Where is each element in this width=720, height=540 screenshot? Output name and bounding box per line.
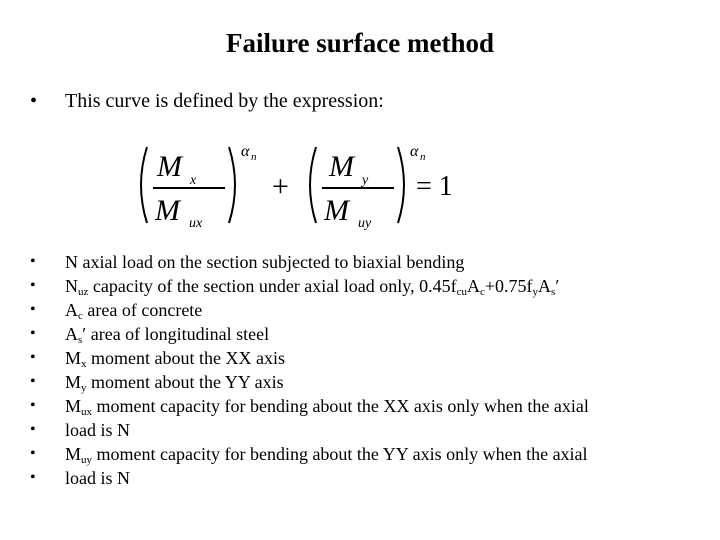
bullet: • (30, 325, 36, 342)
definition-text: $M_x$ moment about the XX axis (65, 348, 285, 370)
bullet: • (30, 421, 36, 438)
list-item (30, 250, 589, 274)
numerator-my-sub: y (362, 173, 369, 188)
bullet: • (30, 277, 36, 294)
denominator-muy-sub: uy (358, 216, 372, 231)
left-paren (141, 147, 147, 223)
exponent-alpha-sub: n (420, 151, 426, 163)
numerator-my: M (329, 150, 354, 183)
slide-title: Failure surface method (226, 28, 494, 58)
failure-surface-equation (133, 138, 473, 233)
bullet: • (30, 90, 38, 112)
bullet: • (30, 349, 36, 366)
list-item (30, 298, 589, 322)
bullet: • (30, 301, 36, 318)
denominator-mux-sub: ux (189, 216, 203, 231)
denominator-mux: M (155, 194, 180, 227)
intro-line (30, 90, 384, 113)
definition-text: load is N (65, 420, 130, 440)
definition-text: $M_{ux}$ moment capacity for bending about the XX axis only when the axial (65, 396, 589, 418)
numerator-mx: M (157, 150, 182, 183)
list-item (30, 394, 589, 418)
list-item (30, 442, 589, 466)
list-item (30, 370, 589, 394)
definition-text: $A_s'$ area of longitudinal steel (65, 324, 270, 346)
list-item (30, 466, 589, 490)
definitions-list (30, 250, 589, 490)
definition-text: $M_y$ moment about the YY axis (65, 372, 284, 394)
equals-one: = 1 (416, 171, 453, 202)
list-item (30, 346, 589, 370)
intro-text: This curve is defined by the expression: (65, 90, 384, 112)
exponent-alpha: α (241, 143, 250, 160)
definition-text: $N_{uz}$ capacity of the section under axial load only, $0.45f_{cu}A_c+0.75f_yA_s'$ (65, 276, 560, 298)
exponent-alpha: α (410, 143, 419, 160)
exponent-alpha-sub: n (251, 151, 257, 163)
definition-text: $M_{uy}$ moment capacity for bending about the YY axis only when the axial (65, 444, 588, 466)
bullet: • (30, 373, 36, 390)
bullet: • (30, 445, 36, 462)
bullet: • (30, 253, 36, 270)
list-item (30, 418, 589, 442)
left-paren (310, 147, 316, 223)
definition-text: N axial load on the section subjected to biaxial bending (65, 252, 465, 272)
bullet: • (30, 397, 36, 414)
bullet: • (30, 469, 36, 486)
right-paren (229, 147, 235, 223)
list-item (30, 274, 589, 298)
plus-sign: + (272, 170, 289, 203)
definition-text: $A_c$ area of concrete (65, 300, 203, 322)
list-item (30, 322, 589, 346)
definition-text: load is N (65, 468, 130, 488)
denominator-muy: M (324, 194, 349, 227)
numerator-mx-sub: x (190, 173, 197, 188)
right-paren (398, 147, 404, 223)
